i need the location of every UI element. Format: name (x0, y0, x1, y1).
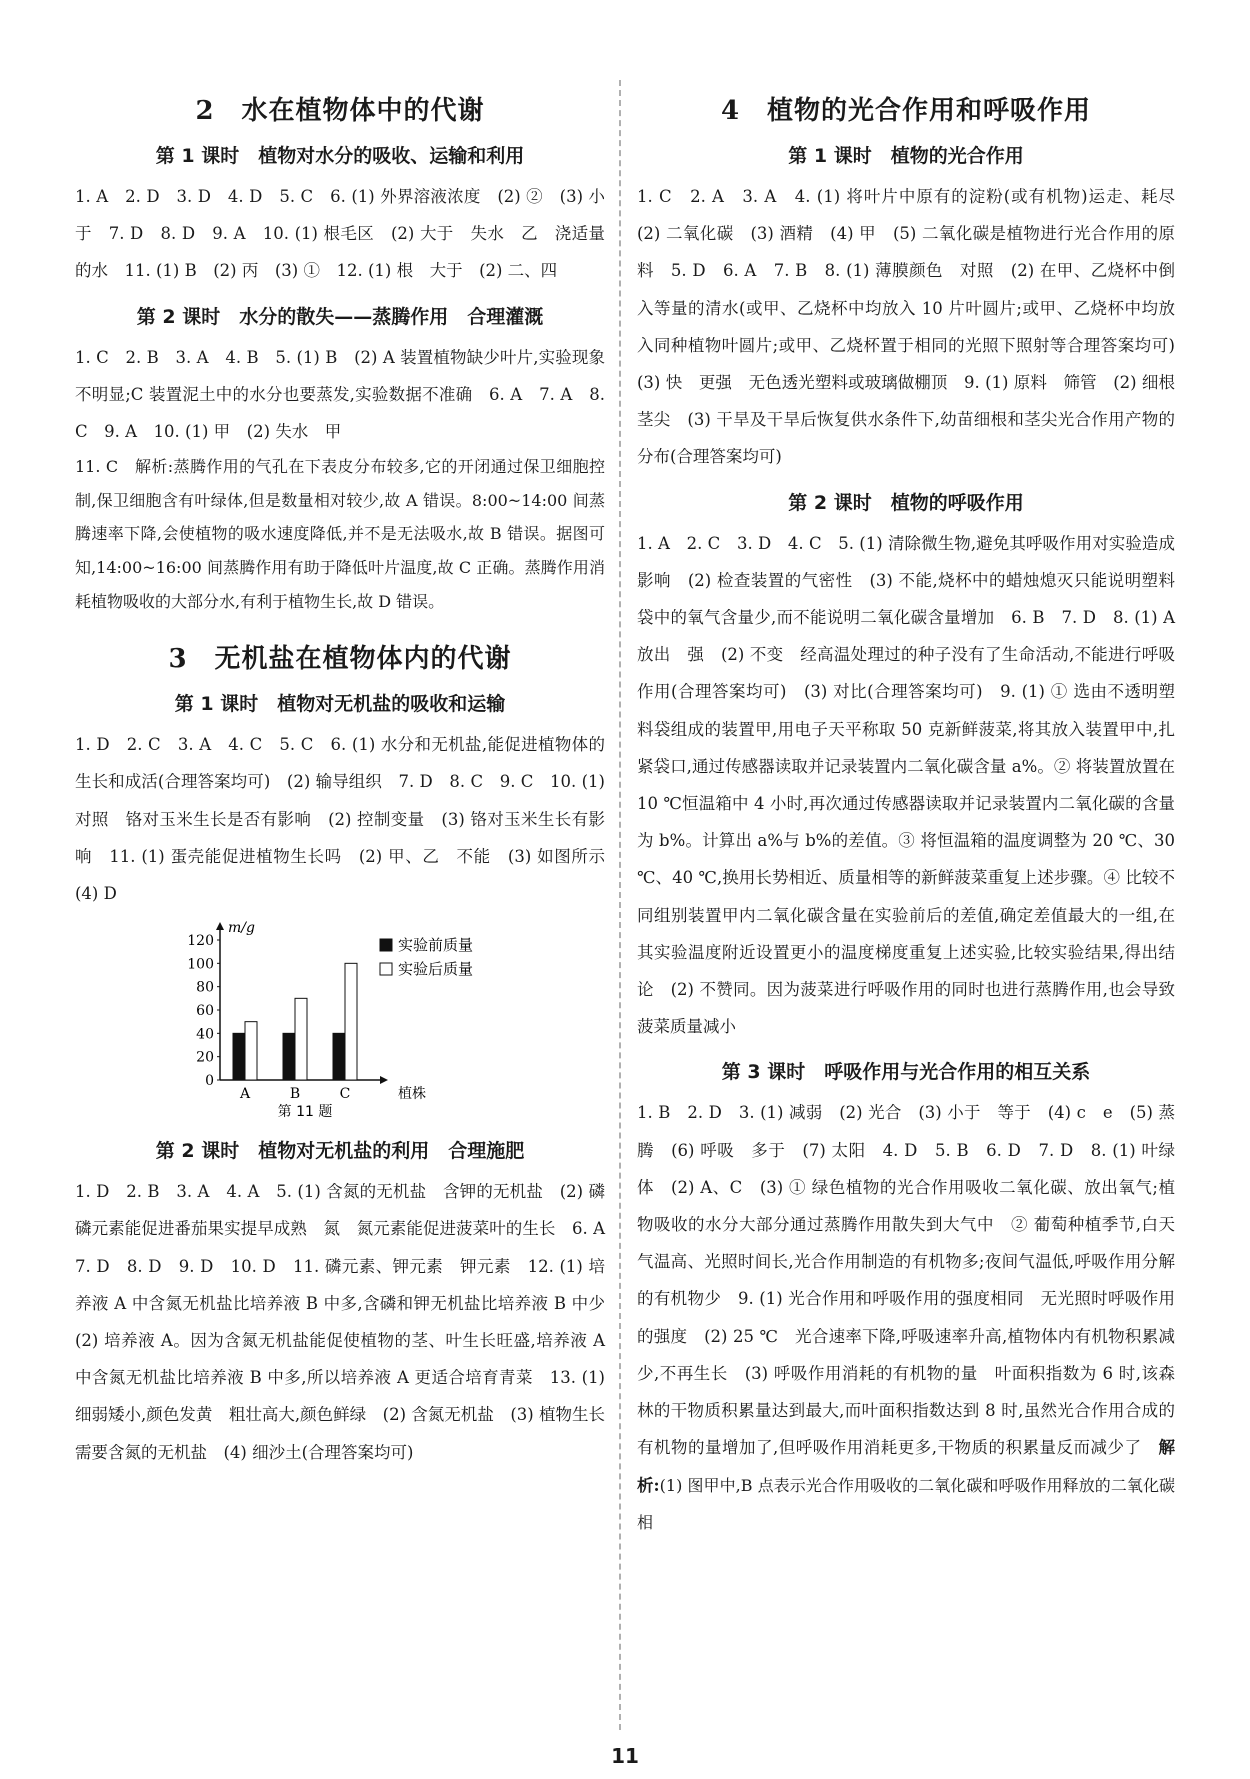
y-tick-label: 80 (196, 979, 214, 996)
section-4-lesson-2-title: 第 2 课时 植物的呼吸作用 (788, 491, 1024, 514)
right-column (637, 70, 1192, 1541)
left-column (75, 70, 622, 1471)
y-tick-label: 120 (187, 933, 214, 950)
bar (233, 1034, 245, 1081)
section-2-lesson-1-answers: 1. A 2. D 3. D 4. D 5. C 6. (1) 外界溶液浓度 (2) ② (3) 小于 7. D 8. D 9. A 10. (1) 根毛区 (2) 大于 失水 乙 浇适量的水 11. (1) B (2) 丙 (3) ① 12. (1) 根 大于 (2) 二、四 (75, 187, 605, 281)
section-2-lesson-2-title: 第 2 课时 水分的散失——蒸腾作用 合理灌溉 (136, 305, 544, 328)
section-4-lesson-1-answers: 1. C 2. A 3. A 4. (1) 将叶片中原有的淀粉(或有机物)运走、耗尽 (2) 二氧化碳 (3) 酒精 (4) 甲 (5) 二氧化碳是植物进行光合作用的原料 5. D 6. A 7. B 8. (1) 薄膜颜色 对照 (2) 在甲、乙烧杯中倒入等量的清水(或甲、乙烧杯中均放入 10 片叶圆片;或甲、乙烧杯中均放入同种植物叶圆片;或甲、乙烧杯置于相同的光照下照射等合理答案均可) (3) 快 更强 无色透光塑料或玻璃做棚顶 9. (1) 原料 筛管 (2) 细根 茎尖 (3) 干旱及干旱后恢复供水条件下,幼苗细根和茎尖光合作用产物的分布(合理答案均可) (637, 187, 1192, 467)
bar (283, 1034, 295, 1081)
x-axis-label: 植株 (398, 1086, 426, 1103)
x-axis-arrow (380, 1076, 388, 1084)
x-tick-label: A (239, 1086, 251, 1103)
bar (295, 999, 307, 1081)
section-4-title: 4 植物的光合作用和呼吸作用 (720, 96, 1092, 126)
legend-swatch (380, 939, 392, 951)
section-3-lesson-2-answers: 1. D 2. B 3. A 4. A 5. (1) 含氮的无机盐 含钾的无机盐 (2) 磷 磷元素能促进番茄果实提早成熟 氮 氮元素能促进菠菜叶的生长 6. A 7. D 8. D 9. D 10. D 11. 磷元素、钾元素 钾元素 12. (1) 培养液 A 中含氮无机盐比培养液 B 中多,含磷和钾无机盐比培养液 B 中少 (2) 培养液 A。因为含氮无机盐能促使植物的茎、叶生长旺盛,培养液 A 中含氮无机盐比培养液 B 中多,所以培养液 A 更适合培育青菜 13. (1) 细弱矮小,颜色发黄 粗壮高大,颜色鲜绿 (2) 含氮无机盐 (3) 植物生长需要含氮的无机盐 (4) 细沙土(合理答案均可) (75, 1182, 622, 1462)
y-tick-label: 0 (205, 1073, 214, 1090)
section-2-lesson-1-title: 第 1 课时 植物对水分的吸收、运输和利用 (155, 145, 525, 167)
section-4-lesson-2-answers: 1. A 2. C 3. D 4. C 5. (1) 清除微生物,避免其呼吸作用对实验造成影响 (2) 检查装置的气密性 (3) 不能,烧杯中的蜡烛熄灭只能说明塑料袋中的氧气含量少,而不能说明二氧化碳含量增加 6. B 7. D 8. (1) A 放出 强 (2) 不变 经高温处理过的种子没有了生命活动,不能进行呼吸作用(合理答案均可) (3) 对比(合理答案均可) 9. (1) ① 选由不透明塑料袋组成的装置甲,用电子天平称取 50 克新鲜菠菜,将其放入装置甲中,扎紧袋口,通过传感器读取并记录装置内二氧化碳含量 a%。② 将装置放置在 10 ℃恒温箱中 4 小时,再次通过传感器读取并记录装置内二氧化碳的含量为 b%。计算出 a%与 b%的差值。③ 将恒温箱的温度调整为 20 ℃、30 ℃、40 ℃,换用长势相近、质量相等的新鲜菠菜重复上述步骤。④ 比较不同组别装置甲内二氧化碳含量在实验前后的差值,确定差值最大的一组,在其实验温度附近设置更小的温度梯度重复上述实验,比较实验结果,得出结论 (2) 不赞同。因为菠菜进行呼吸作用的同时也进行蒸腾作用,也会导致菠菜质量减小 (637, 533, 1192, 1037)
section-3-lesson-2-title: 第 2 课时 植物对无机盐的利用 合理施肥 (155, 1140, 525, 1163)
section-2-lesson-2-analysis: 11. C 解析:蒸腾作用的气孔在下表皮分布较多,它的开闭通过保卫细胞控制,保卫细胞含有叶绿体,但是数量相对较少,故 A 错误。8:00~14:00 间蒸腾速率下降,会使植物的吸水速度降低,并不是无法吸水,故 B 错误。据图可知,14:00~16:00 间蒸腾作用有助于降低叶片温度,故 C 正确。蒸腾作用消耗植物吸收的大部分水,有利于植物生长,故 D 错误。 (75, 457, 605, 611)
legend-label: 实验后质量 (398, 960, 474, 979)
bar-chart-q11 (75, 920, 605, 1124)
section-4-lesson-3-answers (637, 1094, 1175, 1540)
legend-swatch (380, 963, 392, 975)
section-2-lesson-2-answers: 1. C 2. B 3. A 4. B 5. (1) B (2) A 装置植物缺少叶片,实验现象不明显;C 装置泥土中的水分也要蒸发,实验数据不准确 6. A 7. A 8. C 9. A 10. (1) 甲 (2) 失水 甲 (75, 347, 605, 442)
section-3-lesson-1-answers: 1. D 2. C 3. A 4. C 5. C 6. (1) 水分和无机盐,能促进植物体的生长和成活(合理答案均可) (2) 输导组织 7. D 8. C 9. C 10. (1) 对照 铬对玉米生长是否有影响 (2) 控制变量 (3) 铬对玉米生长有影响 11. (1) 蛋壳能促进植物生长吗 (2) 甲、乙 不能 (3) 如图所示 (4) D (75, 735, 622, 903)
x-tick-label: C (339, 1086, 351, 1103)
legend-label: 实验前质量 (398, 936, 474, 955)
y-tick-label: 100 (187, 956, 214, 973)
y-tick-label: 60 (196, 1003, 214, 1020)
y-tick-label: 40 (196, 1026, 214, 1043)
section-4-lesson-1-title: 第 1 课时 植物的光合作用 (788, 145, 1024, 167)
y-tick-label: 20 (196, 1049, 214, 1066)
section-4-lesson-3-title: 第 3 课时 呼吸作用与光合作用的相互关系 (721, 1061, 1091, 1084)
bar (333, 1034, 345, 1081)
column-divider (619, 80, 621, 1730)
page-number: 11 (611, 1744, 639, 1768)
bar-chart-svg (180, 920, 500, 1120)
section-4-lesson-3-analysis: (1) 图甲中,B 点表示光合作用吸收的二氧化碳和呼吸作用释放的二氧化碳相 (637, 1475, 1176, 1532)
y-axis-label: m/g (228, 920, 255, 937)
bar (345, 964, 357, 1081)
x-tick-label: B (289, 1086, 301, 1103)
section-3-lesson-1-title: 第 1 课时 植物对无机盐的吸收和运输 (174, 693, 506, 716)
section-4-lesson-3-answers-text: 1. B 2. D 3. (1) 减弱 (2) 光合 (3) 小于 等于 (4) c e (5) 蒸腾 (6) 呼吸 多于 (7) 太阳 4. D 5. B 6. D 7. D 8. (1) 叶绿体 (2) A、C (3) ① 绿色植物的光合作用吸收二氧化碳、放出氧气;植物吸收的水分大部分通过蒸腾作用散失到大气中 ② 葡萄种植季节,白天气温高、光照时间长,光合作用制造的有机物多;夜间气温低,呼吸作用分解的有机物少 9. (1) 光合作用和呼吸作用的强度相同 无光照时呼吸作用的强度 (2) 25 ℃ 光合速率下降,呼吸速率升高,植物体内有机物积累减少,不再生长 (3) 呼吸作用消耗的有机物的量 叶面积指数为 6 时,该森林的干物质积累量达到最大,而叶面积指数达到 8 时,虽然光合作用合成的有机物的量增加了,但呼吸作用消耗更多,干物质的积累量反而减少了 (637, 1103, 1175, 1458)
y-axis-arrow (216, 922, 224, 930)
bar (245, 1022, 257, 1080)
section-3-title: 3 无机盐在植物体内的代谢 (168, 644, 512, 675)
chart-caption: 第 11 题 (277, 1104, 333, 1121)
analysis-label: 解析: (637, 1438, 1175, 1495)
section-2-title: 2 水在植物体中的代谢 (195, 96, 485, 126)
